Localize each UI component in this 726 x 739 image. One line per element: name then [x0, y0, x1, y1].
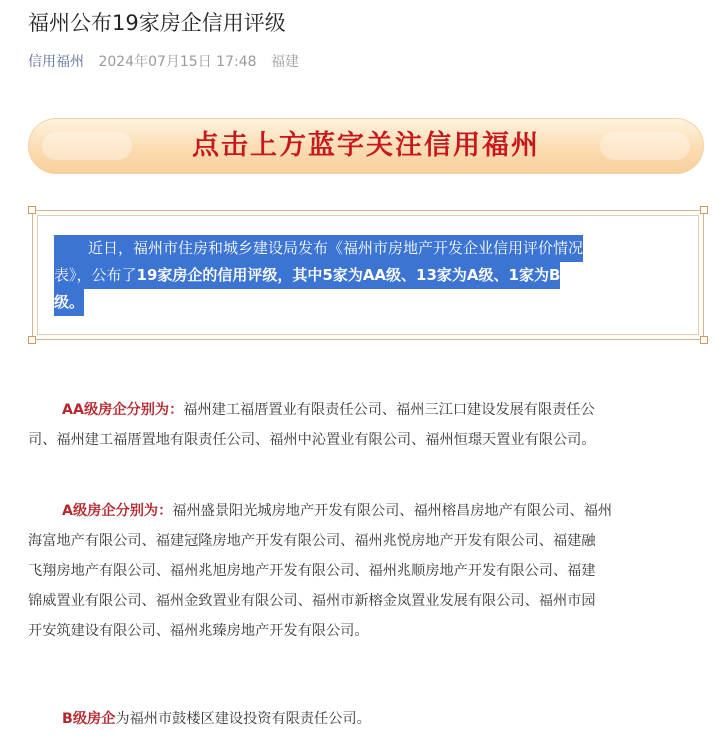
- b-section-paragraph: [28, 704, 708, 734]
- paragraph-line: [28, 395, 708, 425]
- aa-section-paragraph: [28, 395, 708, 455]
- paragraph-line: 海富地产有限公司、福建冠隆房地产开发有限公司、福州兆悦房地产开发有限公司、福建融: [28, 533, 596, 549]
- follow-banner-text: 点击上方蓝字关注信用福州: [192, 130, 540, 161]
- frame-corner-ornament: [700, 206, 708, 214]
- intro-line: [54, 262, 560, 289]
- aa-section-text: 福州建工福厝置业有限责任公司、福州三江口建设发展有限责任公: [183, 402, 595, 418]
- paragraph-line: 开安筑建设有限公司、福州兆臻房地产开发有限公司。: [28, 623, 369, 639]
- article-meta: [28, 52, 299, 72]
- intro-line: [54, 289, 84, 316]
- paragraph-line: [28, 496, 708, 526]
- intro-line-bold: 19家房企的信用评级，其中5家为AA级、13家为A级、1家为B: [136, 266, 561, 284]
- a-section-label: A级房企分别为：: [62, 503, 173, 519]
- b-section-text: 为福州市鼓楼区建设投资有限责任公司。: [115, 711, 371, 727]
- paragraph-line: 锦威置业有限公司、福州金致置业有限公司、福州市新榕金岚置业发展有限公司、福州市园: [28, 593, 596, 609]
- intro-line-part: 表》，公布了: [54, 266, 137, 284]
- publish-location: 福建: [270, 54, 299, 70]
- frame-corner-ornament: [28, 206, 36, 214]
- b-section-label: B级房企: [62, 711, 116, 727]
- account-name-link[interactable]: 信用福州: [28, 54, 84, 70]
- intro-line-bold: 级。: [54, 293, 85, 311]
- intro-paragraph-selected[interactable]: [54, 235, 686, 316]
- paragraph-line: [28, 704, 708, 734]
- frame-corner-ornament: [28, 336, 36, 344]
- paragraph-line: 飞翔房地产有限公司、福州兆旭房地产开发有限公司、福州兆顺房地产开发有限公司、福建: [28, 563, 596, 579]
- frame-corner-ornament: [700, 336, 708, 344]
- article-title: 福州公布19家房企信用评级: [28, 11, 286, 35]
- paragraph-line: 司、福州建工福厝置地有限责任公司、福州中沁置业有限公司、福州恒璟天置业有限公司。: [28, 432, 596, 448]
- publish-date: 2024年07月15日 17:48: [98, 54, 257, 70]
- intro-line: 近日，福州市住房和城乡建设局发布《福州市房地产开发企业信用评价情况: [54, 235, 583, 262]
- a-section-paragraph: [28, 496, 708, 646]
- aa-section-label: AA级房企分别为：: [62, 402, 184, 418]
- a-section-text: 福州盛景阳光城房地产开发有限公司、福州榕昌房地产有限公司、福州: [172, 503, 613, 519]
- follow-banner[interactable]: [28, 118, 704, 174]
